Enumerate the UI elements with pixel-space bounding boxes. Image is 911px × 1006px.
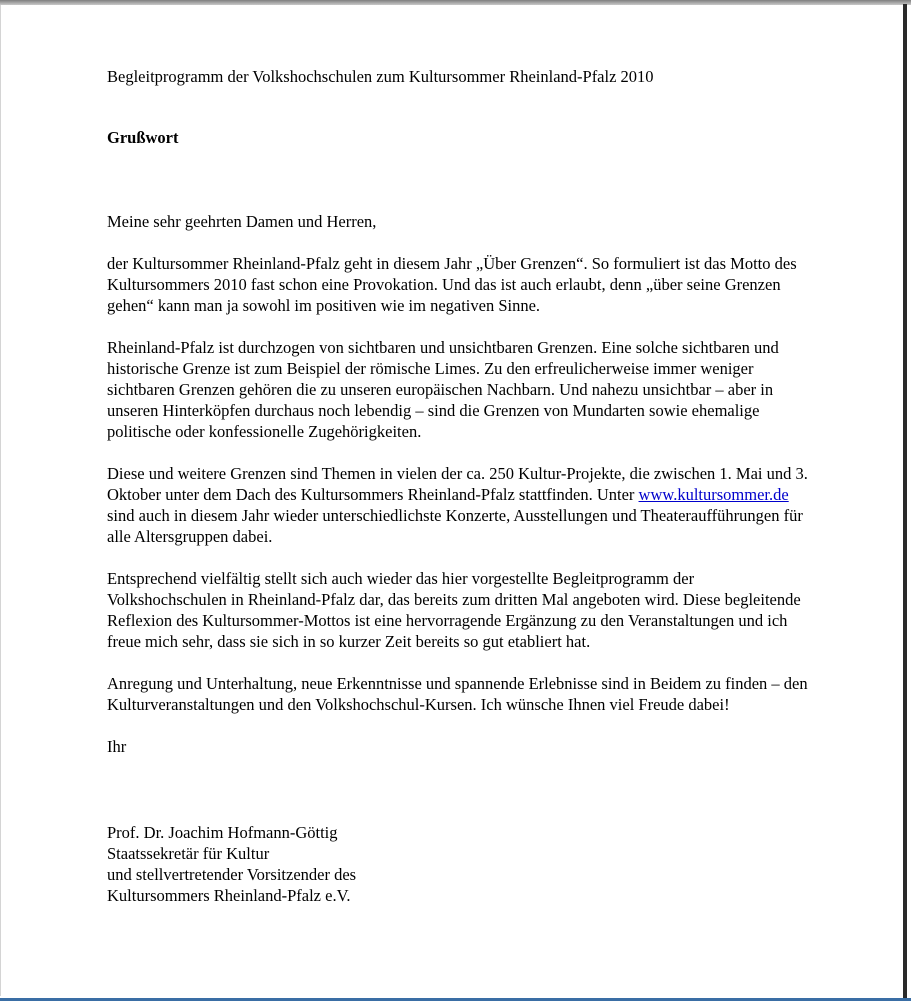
paragraph-wishes: Anregung und Unterhaltung, neue Erkenntnisse und spannende Erlebnisse sind in Beidem zu finden – den Kulturveranstaltungen und den Volkshochschul-Kursen. Ich wünsche Ihnen viel Freude dabei!: [107, 674, 808, 714]
letter-body: [107, 66, 813, 906]
signature-title: Staatssekretär für Kultur: [107, 844, 270, 863]
paragraph-borders: Rheinland-Pfalz ist durchzogen von sichtbaren und unsichtbaren Grenzen. Eine solche sichtbaren und historische Grenze ist zum Beispiel der römische Limes. Zu den erfreulicherweise immer weniger sichtbaren Grenzen gehören die zu unseren europäischen Nachbarn. Und nahezu unsichtbar – aber in unseren Hinterköpfen durchaus noch lebendig – sind die Grenzen von Mundarten sowie ehemalige politische oder konfessionelle Zugehörigkeiten.: [107, 338, 779, 441]
window-right-border[interactable]: [903, 4, 907, 998]
paragraph-program: Entsprechend vielfältig stellt sich auch wieder das hier vorgestellte Begleitprogramm der Volkshochschulen in Rheinland-Pfalz dar, das bereits zum dritten Mal angeboten wird. Diese begleitende Reflexion des Kultursommer-Mottos ist eine hervorragende Ergänzung zu den Veranstaltungen und ich freue mich sehr, dass sie sich in so kurzer Zeit bereits so gut etabliert hat.: [107, 569, 801, 651]
salutation: Meine sehr geehrten Damen und Herren,: [107, 212, 377, 231]
window-left-border: [0, 5, 1, 996]
document-title: Begleitprogramm der Volkshochschulen zum Kultursommer Rheinland-Pfalz 2010: [107, 67, 654, 86]
signature-role-line-2: Kultursommers Rheinland-Pfalz e.V.: [107, 886, 351, 905]
signature-name: Prof. Dr. Joachim Hofmann-Göttig: [107, 823, 338, 842]
signature-block: [107, 822, 813, 906]
paragraph-projects-text-after: sind auch in diesem Jahr wieder unterschiedlichste Konzerte, Ausstellungen und Theateraufführungen für alle Altersgruppen dabei.: [107, 506, 803, 546]
window-top-border: [0, 0, 911, 5]
paragraph-projects-text-before: Diese und weitere Grenzen sind Themen in vielen der ca. 250 Kultur-Projekte, die zwischen 1. Mai und 3. Oktober unter dem Dach des Kultursommers Rheinland-Pfalz stattfinden. Unter: [107, 464, 808, 504]
paragraph-projects: [107, 463, 813, 547]
greeting-heading: Grußwort: [107, 128, 179, 147]
kultursommer-link[interactable]: www.kultursommer.de: [638, 485, 789, 504]
paragraph-motto: der Kultursommer Rheinland-Pfalz geht in diesem Jahr „Über Grenzen“. So formuliert ist das Motto des Kultursommers 2010 fast schon eine Provokation. Und das ist auch erlaubt, denn „über seine Grenzen gehen“ kann man ja sowohl im positiven wie im negativen Sinne.: [107, 254, 797, 315]
window-bottom-border[interactable]: [0, 998, 911, 1001]
closing-word: Ihr: [107, 737, 127, 756]
signature-role-line-1: und stellvertretender Vorsitzender des: [107, 865, 357, 884]
